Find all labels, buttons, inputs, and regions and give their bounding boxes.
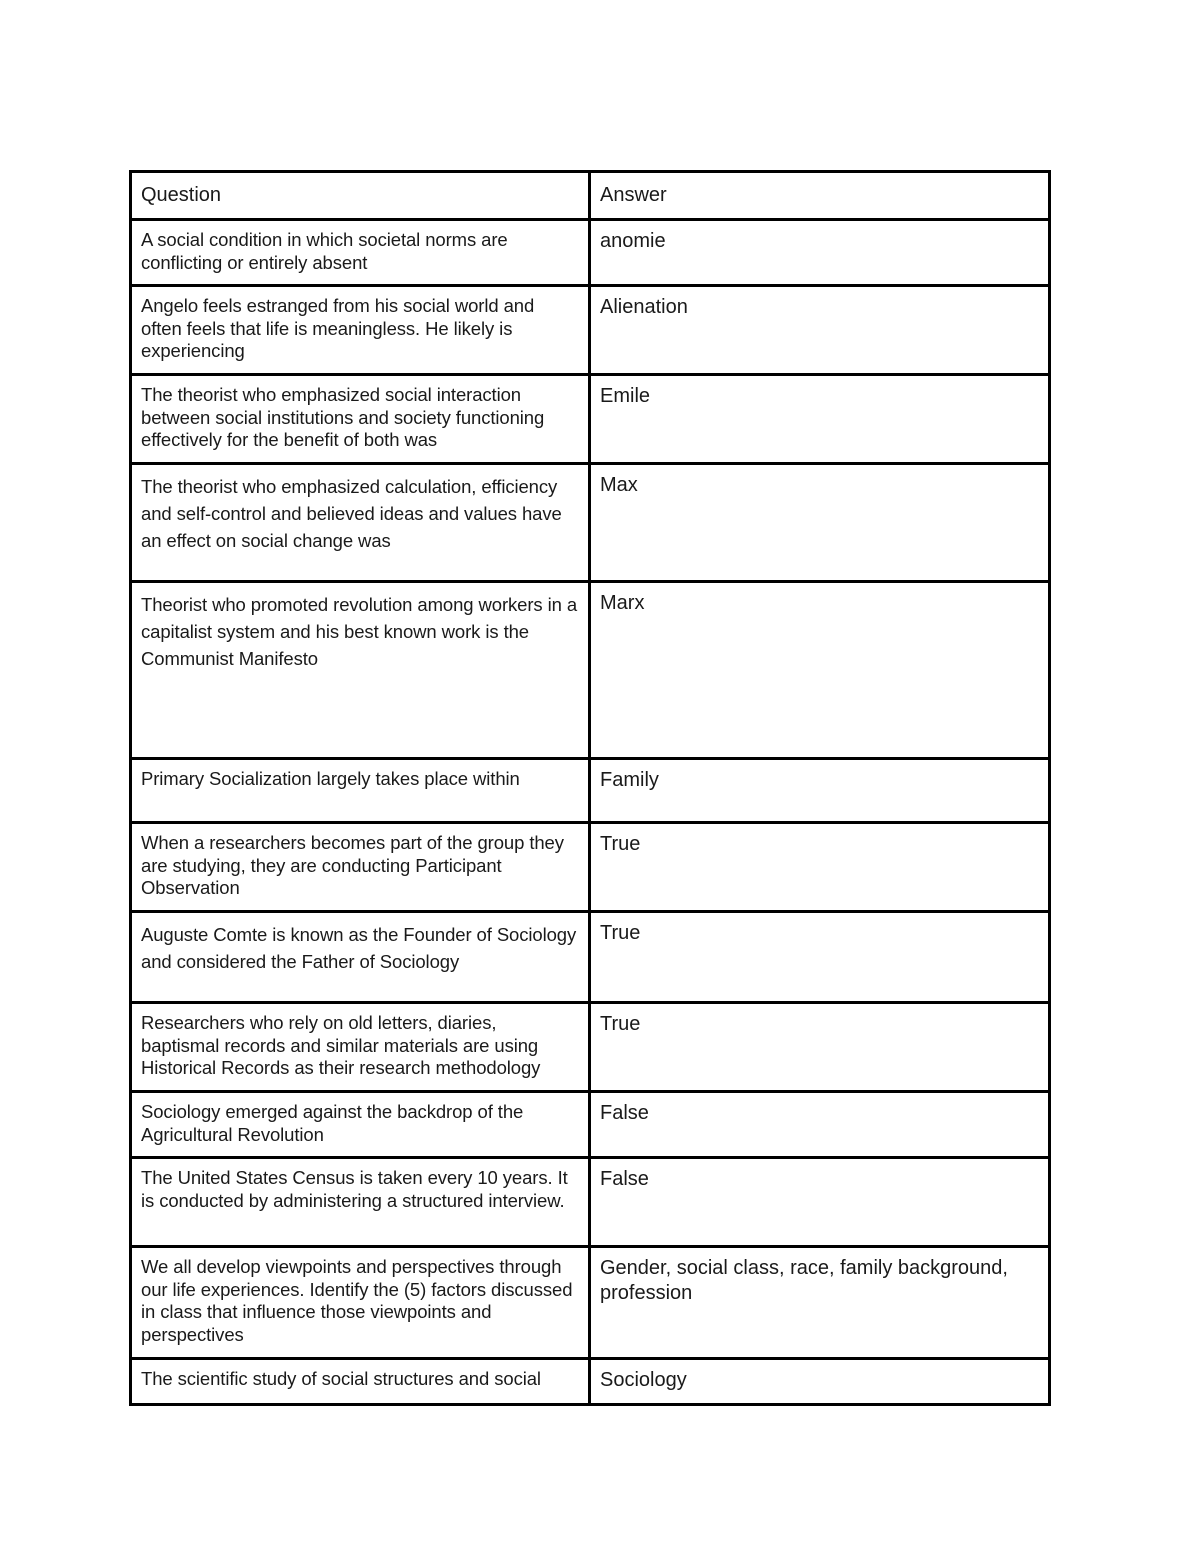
table-row — [131, 823, 1050, 912]
question-column-header: Question — [131, 172, 590, 220]
answer-cell: True — [590, 1003, 1050, 1092]
question-cell: Auguste Comte is known as the Founder of Sociology and considered the Father of Sociology — [131, 912, 590, 1003]
question-cell: The scientific study of social structures and social — [131, 1359, 590, 1405]
question-cell: Theorist who promoted revolution among workers in a capitalist system and his best known work is the Communist Manifesto — [131, 582, 590, 759]
answer-cell: anomie — [590, 220, 1050, 286]
question-cell: Researchers who rely on old letters, diaries, baptismal records and similar materials are using Historical Records as their research methodology — [131, 1003, 590, 1092]
answer-cell: False — [590, 1092, 1050, 1158]
question-cell: When a researchers becomes part of the group they are studying, they are conducting Participant Observation — [131, 823, 590, 912]
question-answer-table — [129, 170, 1051, 1406]
answer-cell: Max — [590, 464, 1050, 582]
answer-cell: Marx — [590, 582, 1050, 759]
question-cell: A social condition in which societal norms are conflicting or entirely absent — [131, 220, 590, 286]
answer-cell: Family — [590, 759, 1050, 823]
answer-cell: Alienation — [590, 286, 1050, 375]
question-cell: We all develop viewpoints and perspectives through our life experiences. Identify the (5) factors discussed in class that influence those viewpoints and perspectives — [131, 1247, 590, 1359]
table-row — [131, 912, 1050, 1003]
answer-column-header: Answer — [590, 172, 1050, 220]
answer-cell: Gender, social class, race, family background, profession — [590, 1247, 1050, 1359]
table-row — [131, 1359, 1050, 1405]
table-row — [131, 375, 1050, 464]
answer-cell: False — [590, 1158, 1050, 1247]
table-row — [131, 220, 1050, 286]
answer-cell: True — [590, 912, 1050, 1003]
question-cell: Primary Socialization largely takes place within — [131, 759, 590, 823]
table-row — [131, 286, 1050, 375]
question-cell: The United States Census is taken every 10 years. It is conducted by administering a structured interview. — [131, 1158, 590, 1247]
question-cell: The theorist who emphasized calculation, efficiency and self-control and believed ideas and values have an effect on social change was — [131, 464, 590, 582]
table-row — [131, 1092, 1050, 1158]
answer-cell: Emile — [590, 375, 1050, 464]
answer-cell: Sociology — [590, 1359, 1050, 1405]
table-row — [131, 464, 1050, 582]
question-cell: Angelo feels estranged from his social world and often feels that life is meaningless. He likely is experiencing — [131, 286, 590, 375]
question-cell: Sociology emerged against the backdrop of the Agricultural Revolution — [131, 1092, 590, 1158]
table-row — [131, 1158, 1050, 1247]
table-row — [131, 1247, 1050, 1359]
answer-cell: True — [590, 823, 1050, 912]
table-row — [131, 759, 1050, 823]
question-cell: The theorist who emphasized social interaction between social institutions and society functioning effectively for the benefit of both was — [131, 375, 590, 464]
table-row — [131, 582, 1050, 759]
table-row — [131, 1003, 1050, 1092]
table-header-row — [131, 172, 1050, 220]
